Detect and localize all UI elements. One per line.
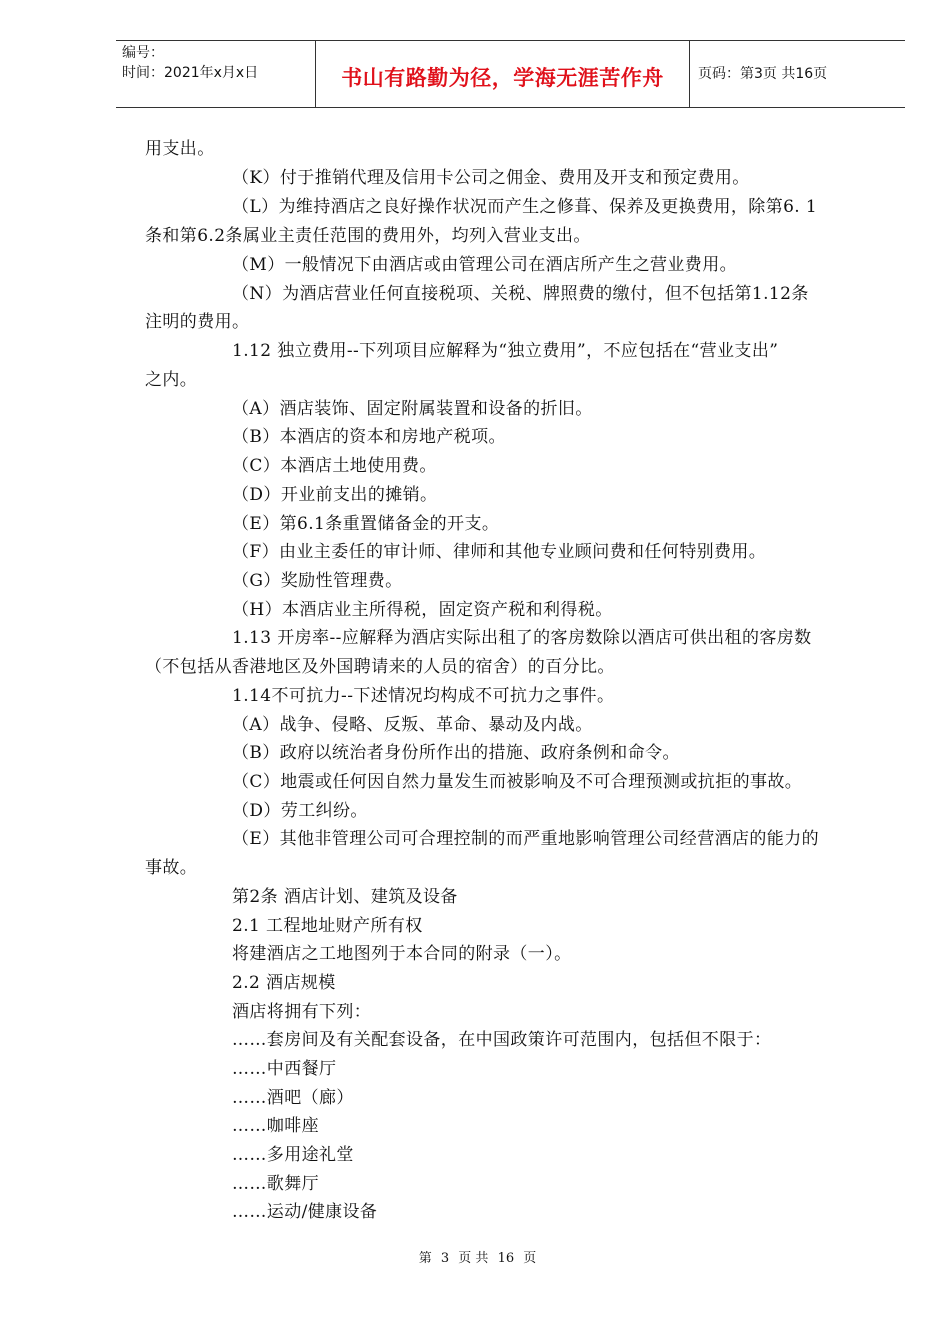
body-line: 事故。: [145, 858, 198, 878]
body-line: 1.12 独立费用--下列项目应解释为“独立费用”，不应包括在“营业支出”: [232, 341, 779, 361]
body-line: （L）为维持酒店之良好操作状况而产生之修葺、保养及更换费用，除第6. 1: [232, 197, 818, 217]
body-line: 条和第6.2条属业主责任范围的费用外，均列入营业支出。: [145, 226, 591, 246]
body-line: 之内。: [145, 370, 198, 390]
doc-number-label: 编号：: [122, 45, 164, 61]
body-line: （不包括从香港地区及外国聘请来的人员的宿舍）的百分比。: [145, 657, 615, 677]
list-item: ……中西餐厅: [232, 1059, 337, 1079]
body-line: （M）一般情况下由酒店或由管理公司在酒店所产生之营业费用。: [232, 255, 738, 275]
footer-prefix: 第: [418, 1251, 432, 1266]
body-line: （E）第6.1条重置储备金的开支。: [232, 514, 500, 534]
body-line: 1.13 开房率--应解释为酒店实际出租了的客房数除以酒店可供出租的客房数: [232, 628, 812, 648]
footer-suffix: 页: [523, 1251, 537, 1266]
list-item: ……酒吧（廊）: [232, 1088, 354, 1108]
body-line: （A）酒店装饰、固定附属装置和设备的折旧。: [232, 399, 593, 419]
page-header: [116, 40, 905, 108]
body-line: 2.1 工程地址财产所有权: [232, 916, 423, 936]
body-line: 2.2 酒店规模: [232, 973, 336, 993]
body-line: 用支出。: [145, 139, 215, 159]
section-heading: 第2条 酒店计划、建筑及设备: [232, 887, 458, 907]
body-line: （A）战争、侵略、反叛、革命、暴动及内战。: [232, 715, 593, 735]
body-line: 1.14不可抗力--下述情况均构成不可抗力之事件。: [232, 686, 615, 706]
header-motto-cell: [316, 41, 690, 107]
list-item: ……套房间及有关配套设备，在中国政策许可范围内，包括但不限于：: [232, 1030, 772, 1050]
body-line: （E）其他非管理公司可合理控制的而严重地影响管理公司经营酒店的能力的: [232, 829, 820, 849]
body-line: （F）由业主委任的审计师、律师和其他专业顾问费和任何特别费用。: [232, 542, 767, 562]
body-line: （B）政府以统治者身份所作出的措施、政府条例和命令。: [232, 743, 680, 763]
header-page-cell: [690, 41, 905, 107]
list-item: ……歌舞厅: [232, 1174, 319, 1194]
body-line: 将建酒店之工地图列于本合同的附录（一）。: [232, 944, 572, 964]
list-item: ……多用途礼堂: [232, 1145, 354, 1165]
body-line: （N）为酒店营业任何直接税项、关税、牌照费的缴付，但不包括第1.12条: [232, 284, 809, 304]
page-footer: [0, 1247, 950, 1266]
footer-page-number: 3: [440, 1251, 450, 1266]
body-line: 注明的费用。: [145, 312, 250, 332]
list-item: ……运动/健康设备: [232, 1202, 378, 1222]
body-line: 酒店将拥有下列：: [232, 1002, 372, 1022]
body-line: （C）本酒店土地使用费。: [232, 456, 437, 476]
body-line: （B）本酒店的资本和房地产税项。: [232, 427, 506, 447]
body-line: （G）奖励性管理费。: [232, 571, 403, 591]
body-line: （C）地震或任何因自然力量发生而被影响及不可合理预测或抗拒的事故。: [232, 772, 803, 792]
motto-text: 书山有路勤为径，学海无涯苦作舟: [341, 66, 664, 90]
list-item: ……咖啡座: [232, 1116, 319, 1136]
body-line: （D）开业前支出的摊销。: [232, 485, 438, 505]
date-label: 时间：2021年x月x日: [122, 65, 259, 81]
header-page-label: 页码：第3页 共16页: [698, 66, 828, 82]
header-meta: [116, 41, 316, 107]
body-line: （H）本酒店业主所得税，固定资产税和利得税。: [232, 600, 613, 620]
footer-mid: 页 共: [458, 1251, 489, 1266]
body-line: （K）付于推销代理及信用卡公司之佣金、费用及开支和预定费用。: [232, 168, 750, 188]
body-line: （D）劳工纠纷。: [232, 801, 368, 821]
footer-page-total: 16: [497, 1251, 515, 1266]
